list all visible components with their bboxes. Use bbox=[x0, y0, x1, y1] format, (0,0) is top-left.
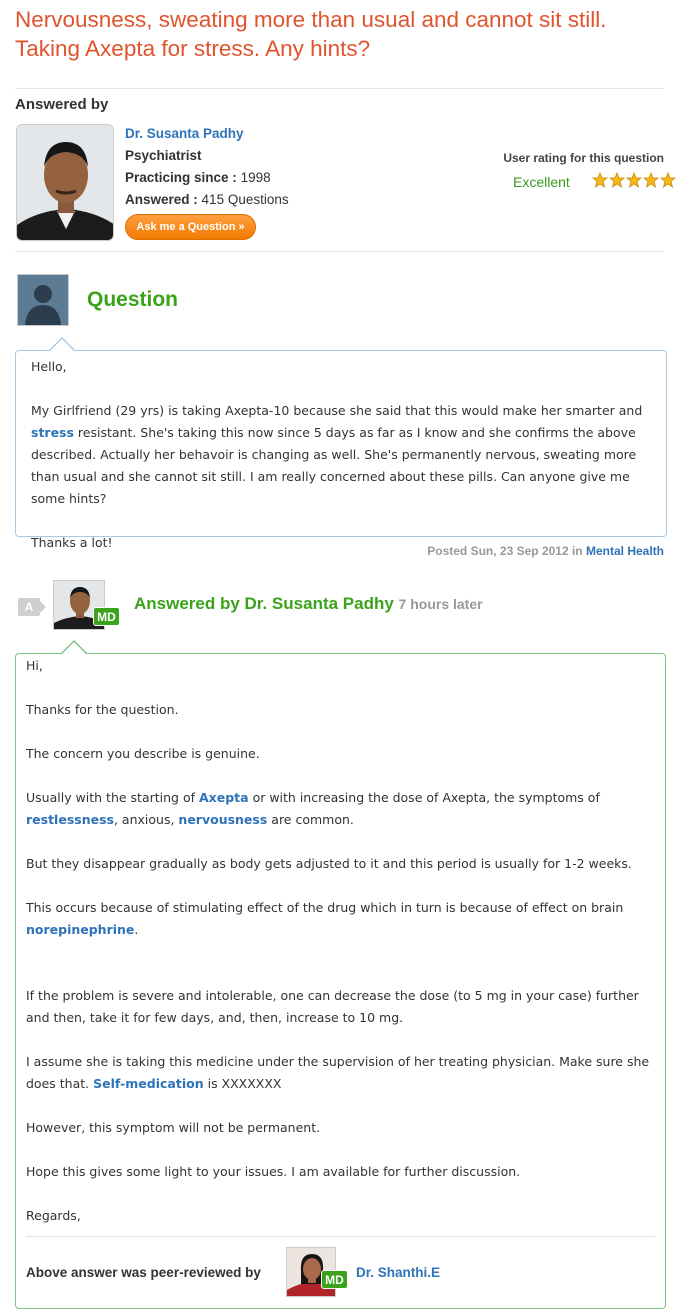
question-heading: Question bbox=[87, 288, 179, 311]
stress-link[interactable]: stress bbox=[31, 425, 74, 440]
question-text bbox=[31, 356, 656, 554]
answered-count bbox=[125, 192, 289, 207]
norepinephrine-link[interactable]: norepinephrine bbox=[26, 922, 135, 937]
practicing-value: 1998 bbox=[240, 170, 271, 185]
rating-stars bbox=[592, 172, 676, 188]
answer-box bbox=[15, 653, 666, 1309]
answer-paragraph: I assume she is taking this medicine under the supervision of her treating physician. Make sure she does that. Self-medication is XXXXXXX bbox=[26, 1054, 650, 1091]
divider bbox=[15, 251, 664, 252]
divider bbox=[26, 1236, 655, 1237]
category-link[interactable]: Mental Health bbox=[585, 544, 664, 558]
notch bbox=[61, 642, 87, 655]
answer-time: 7 hours later bbox=[398, 596, 483, 612]
axepta-link[interactable]: Axepta bbox=[199, 790, 249, 805]
star-icon bbox=[643, 172, 659, 188]
answer-paragraph: But they disappear gradually as body gets adjusted to it and this period is usually for 1-2 weeks. bbox=[26, 856, 632, 871]
asker-avatar bbox=[17, 274, 69, 326]
notch bbox=[49, 339, 75, 352]
md-badge: MD bbox=[93, 607, 120, 626]
doctor-portrait-icon bbox=[17, 125, 114, 241]
doctor-name-link[interactable]: Dr. Susanta Padhy bbox=[125, 126, 244, 141]
answer-heading: Answered by Dr. Susanta Padhy 7 hours later bbox=[134, 594, 483, 613]
answer-paragraph: Hi, bbox=[26, 658, 43, 673]
question-box bbox=[15, 350, 667, 550]
rating-value: Excellent bbox=[513, 174, 570, 190]
star-icon bbox=[592, 172, 608, 188]
rating-label: User rating for this question bbox=[503, 151, 664, 165]
posted-info: Posted Sun, 23 Sep 2012 in Mental Health bbox=[427, 544, 664, 558]
answer-paragraph: Regards, bbox=[26, 1208, 81, 1223]
self-medication-link[interactable]: Self-medication bbox=[93, 1076, 204, 1091]
star-icon bbox=[609, 172, 625, 188]
star-icon bbox=[660, 172, 676, 188]
answer-tag: A bbox=[18, 598, 40, 616]
answer-paragraph: If the problem is severe and intolerable, one can decrease the dose (to 5 mg in your case) further and then, take it for few days, and, then, increase to 10 mg. bbox=[26, 988, 639, 1025]
answer-paragraph: This occurs because of stimulating effect of the drug which in turn is because of effect on brain norepinephrine. bbox=[26, 900, 624, 937]
divider bbox=[15, 88, 664, 89]
user-silhouette-icon bbox=[18, 275, 68, 325]
question-body: My Girlfriend (29 yrs) is taking Axepta-10 because she said that this would make her smarter and stress resistant. She's taking this now since 5 days as far as I know and she confirms the above described. Actually her behavoir is changing as well. She's permanently nervous, sweating more than usual and she cannot sit still. I am really concerned about these pills. Can anyone give me some hints? bbox=[31, 403, 643, 506]
practicing-label: Practicing since : bbox=[125, 170, 237, 185]
star-icon bbox=[626, 172, 642, 188]
peer-review-label: Above answer was peer-reviewed by bbox=[26, 1265, 261, 1280]
page-title: Nervousness, sweating more than usual and cannot sit still. Taking Axepta for stress. Any hints? bbox=[15, 7, 607, 61]
restlessness-link[interactable]: restlessness bbox=[26, 812, 114, 827]
answer-paragraph: Usually with the starting of Axepta or with increasing the dose of Axepta, the symptoms of restlessness, anxious, nervousness are common. bbox=[26, 790, 600, 827]
peer-reviewer-name-link[interactable]: Dr. Shanthi.E bbox=[356, 1265, 441, 1280]
answer-paragraph: Hope this gives some light to your issues. I am available for further discussion. bbox=[26, 1164, 521, 1179]
ask-question-button[interactable]: Ask me a Question » bbox=[125, 214, 256, 240]
md-badge: MD bbox=[321, 1270, 348, 1289]
nervousness-link[interactable]: nervousness bbox=[178, 812, 268, 827]
doctor-specialty: Psychiatrist bbox=[125, 148, 202, 163]
answered-label: Answered : bbox=[125, 192, 198, 207]
answer-paragraph: The concern you describe is genuine. bbox=[26, 746, 260, 761]
doctor-photo[interactable] bbox=[16, 124, 114, 241]
question-closing: Thanks a lot! bbox=[31, 535, 113, 550]
practicing-since bbox=[125, 170, 271, 185]
answered-value: 415 Questions bbox=[201, 192, 289, 207]
answer-text bbox=[26, 655, 658, 1227]
answered-by-heading: Answered by bbox=[15, 96, 109, 113]
answer-paragraph: However, this symptom will not be permanent. bbox=[26, 1120, 321, 1135]
answer-paragraph: Thanks for the question. bbox=[26, 702, 179, 717]
question-greeting: Hello, bbox=[31, 359, 67, 374]
